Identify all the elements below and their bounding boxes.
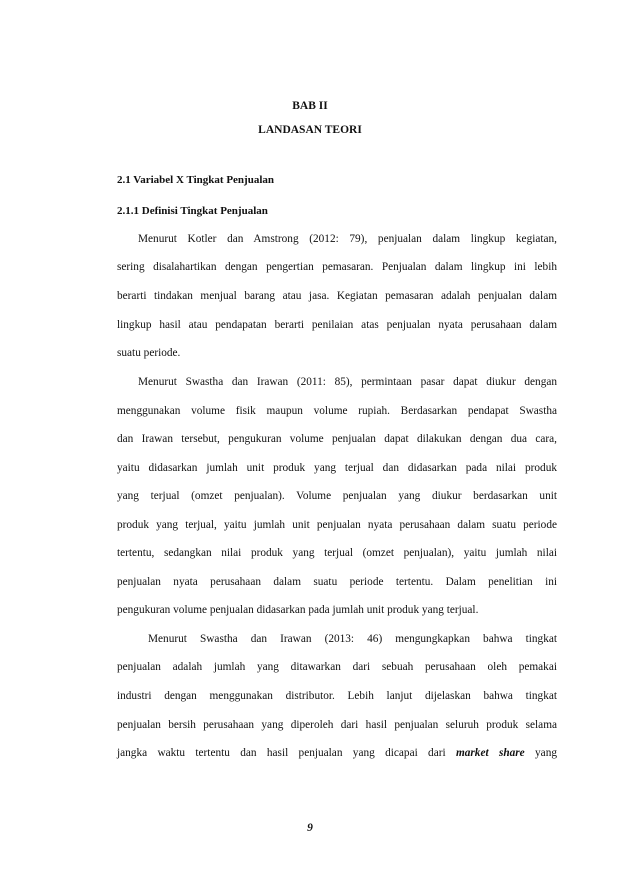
text-line: penjualan adalah jumlah yang ditawarkan dari sebuah perusahaan oleh pemakai: [117, 661, 557, 673]
section-heading: 2.1 Variabel X Tingkat Penjualan: [117, 174, 274, 186]
line-text-after: yang: [535, 747, 557, 759]
line-text-before: jangka waktu tertentu dan hasil penjualan yang dicapai dari: [117, 747, 446, 759]
text-line: Menurut Swastha dan Irawan (2011: 85), permintaan pasar dapat diukur dengan: [138, 376, 557, 388]
subsection-heading: 2.1.1 Definisi Tingkat Penjualan: [117, 205, 268, 217]
text-line: suatu periode.: [117, 347, 181, 359]
text-line: produk yang terjual, yaitu jumlah unit penjualan nyata perusahaan dalam suatu periode: [117, 519, 557, 531]
text-line: Menurut Swastha dan Irawan (2013: 46) mengungkapkan bahwa tingkat: [148, 633, 557, 645]
text-line: [117, 746, 557, 760]
text-line: penjualan bersih perusahaan yang diperoleh dari hasil penjualan seluruh produk selama: [117, 719, 557, 731]
text-line: penjualan nyata perusahaan dalam suatu periode tertentu. Dalam penelitian ini: [117, 576, 557, 588]
chapter-title: LANDASAN TEORI: [258, 124, 362, 136]
text-line: sering disalahartikan dengan pengertian pemasaran. Penjualan dalam lingkup ini lebih: [117, 261, 557, 273]
text-line: berarti tindakan menjual barang atau jasa. Kegiatan pemasaran adalah penjualan dalam: [117, 290, 557, 302]
text-line: menggunakan volume fisik maupun volume rupiah. Berdasarkan pendapat Swastha: [117, 405, 557, 417]
chapter-number: BAB II: [292, 100, 328, 112]
italic-term: market share: [455, 747, 525, 759]
text-line: pengukuran volume penjualan didasarkan pada jumlah unit produk yang terjual.: [117, 604, 479, 616]
text-line: tertentu, sedangkan nilai produk yang terjual (omzet penjualan), yaitu jumlah nilai: [117, 547, 557, 559]
text-line: industri dengan menggunakan distributor. Lebih lanjut dijelaskan bahwa tingkat: [117, 690, 557, 702]
text-line: Menurut Kotler dan Amstrong (2012: 79), penjualan dalam lingkup kegiatan,: [138, 233, 557, 245]
text-line: yang terjual (omzet penjualan). Volume penjualan yang diukur berdasarkan unit: [117, 490, 557, 502]
text-line: yaitu didasarkan jumlah unit produk yang terjual dan didasarkan pada nilai produk: [117, 462, 557, 474]
text-line: lingkup hasil atau pendapatan berarti penilaian atas penjualan nyata perusahaan dalam: [117, 319, 557, 331]
text-line: dan Irawan tersebut, pengukuran volume penjualan dapat dilakukan dengan dua cara,: [117, 433, 557, 445]
page-number: 9: [307, 822, 313, 834]
